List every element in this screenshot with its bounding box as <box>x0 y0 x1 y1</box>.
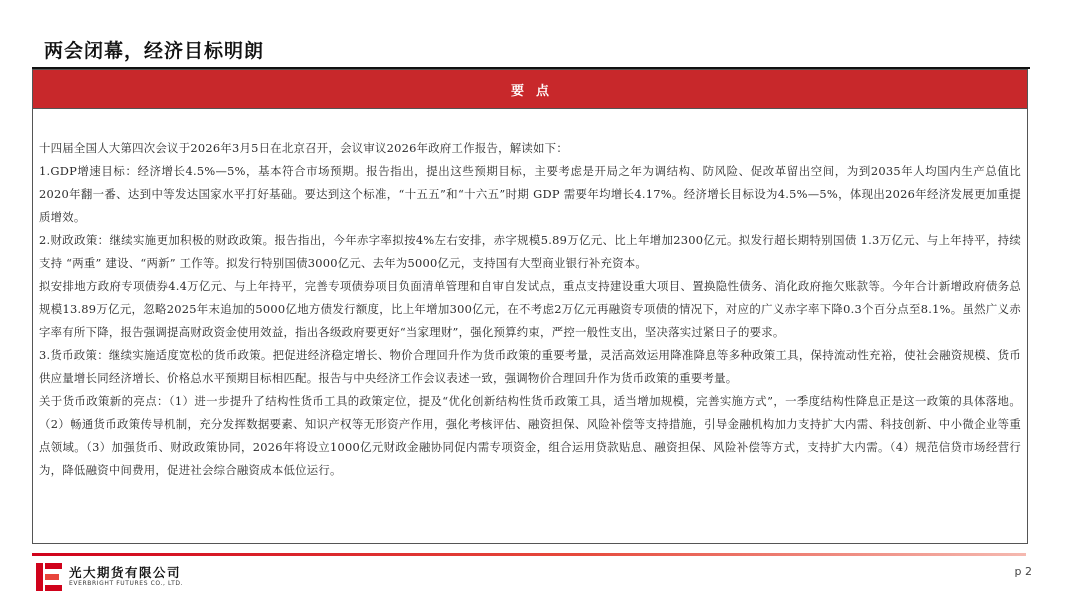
panel-body <box>39 137 1021 482</box>
company-name-cn: 光大期货有限公司 <box>69 565 182 580</box>
panel-header: 要点 <box>33 70 1027 109</box>
gdp-paragraph: 1.GDP增速目标：经济增长4.5%—5%，基本符合市场预期。报告指出，提出这些预期目标，主要考虑是开局之年为调结构、防风险、促改革留出空间，为到2035年人均国内生产总值比2020年翻一番、达到中等发达国家水平打好基础。要达到这个标准，“十五五”和“十六五”时期 GDP 需要年均增长4.17%。经济增长目标设为4.5%—5%，体现出2026年经济发展更加重提质增效。 <box>39 164 1021 224</box>
footer-divider <box>32 553 1026 556</box>
intro-paragraph: 十四届全国人大第四次会议于2026年3月5日在北京召开，会议审议2026年政府工作报告，解读如下： <box>39 141 568 155</box>
monetary-highlights-paragraph: 关于货币政策新的亮点：（1）进一步提升了结构性货币工具的政策定位，提及“优化创新结构性货币政策工具，适当增加规模，完善实施方式”，一季度结构性降息正是这一政策的具体落地。（2）畅通货币政策传导机制，充分发挥数据要素、知识产权等无形资产作用，强化考核评估、融资担保、风险补偿等支持措施，引导金融机构加力支持扩大内需、科技创新、中小微企业等重点领域。（3）加强货币、财政政策协同，2026年将设立1000亿元财政金融协同促内需专项资金，组合运用贷款贴息、融资担保、风险补偿等方式，支持扩大内需。（4）规范信贷市场经营行为，降低融资中间费用，促进社会综合融资成本低位运行。 <box>39 394 1021 477</box>
fiscal-paragraph: 2.财政政策：继续实施更加积极的财政政策。报告指出，今年赤字率拟按4%左右安排，赤字规模5.89万亿元、比上年增加2300亿元。拟发行超长期特别国债 1.3万亿元、与上年持平，持续支持 “两重” 建设、“两新” 工作等。拟发行特别国债3000亿元、去年为5000亿元，支持国有大型商业银行补充资本。 <box>39 233 1021 270</box>
everbright-logo-icon <box>36 563 62 591</box>
company-logo <box>36 563 183 591</box>
page-number: p 2 <box>1014 565 1032 578</box>
local-debt-paragraph: 拟安排地方政府专项债券4.4万亿元、与上年持平，完善专项债券项目负面清单管理和自审自发试点，重点支持建设重大项目、置换隐性债务、消化政府拖欠账款等。今年合计新增政府债务总规模13.89万亿元，忽略2025年末追加的5000亿地方债发行额度，比上年增加300亿元，在不考虑2万亿元再融资专项债的情况下，对应的广义赤字率下降0.3个百分点至8.1%。虽然广义赤字率有所下降，报告强调提高财政资金使用效益，指出各级政府要更好“当家理财”，强化预算约束，严控一般性支出，坚决落实过紧日子的要求。 <box>39 279 1021 339</box>
key-points-panel <box>32 69 1028 544</box>
monetary-paragraph: 3.货币政策：继续实施适度宽松的货币政策。把促进经济稳定增长、物价合理回升作为货币政策的重要考量，灵活高效运用降准降息等多种政策工具，保持流动性充裕，使社会融资规模、货币供应量增长同经济增长、价格总水平预期目标相匹配。报告与中央经济工作会议表述一致，强调物价合理回升作为货币政策的重要考量。 <box>39 348 1021 385</box>
company-name-en: EVERBRIGHT FUTURES CO., LTD. <box>69 580 184 587</box>
slide-title: 两会闭幕，经济目标明朗 <box>44 40 265 62</box>
